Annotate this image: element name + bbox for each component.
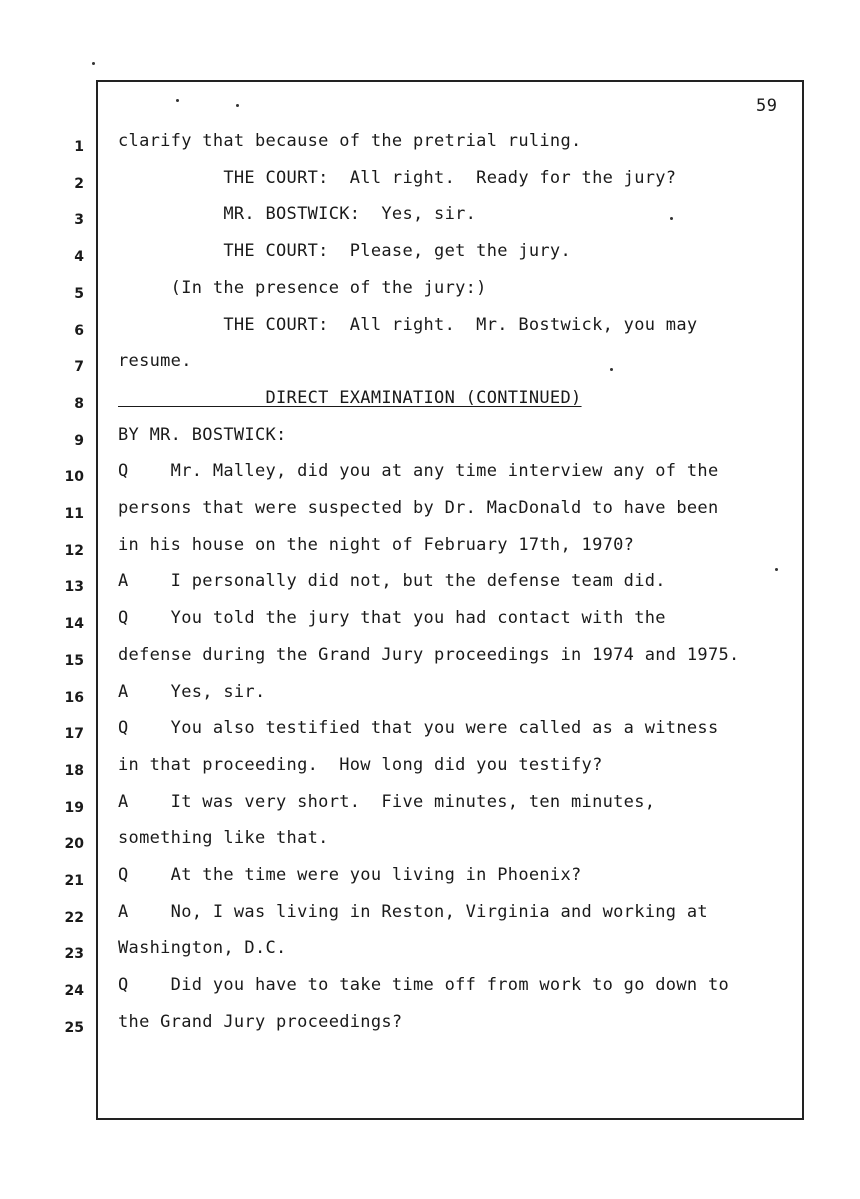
scan-speck: [670, 217, 673, 220]
line-number: 20: [64, 836, 84, 852]
transcript-line: defense during the Grand Jury proceedings in 1974 and 1975.: [118, 645, 740, 665]
line-number: 19: [64, 800, 84, 816]
line-number: 10: [64, 469, 84, 485]
scan-speck: [610, 368, 613, 371]
transcript-line: A I personally did not, but the defense team did.: [118, 571, 666, 591]
transcript-line: Washington, D.C.: [118, 938, 287, 958]
page-number: 59: [756, 96, 778, 116]
line-number: 25: [64, 1020, 84, 1036]
transcript-line: in that proceeding. How long did you testify?: [118, 755, 603, 775]
transcript-line: A No, I was living in Reston, Virginia and working at: [118, 902, 708, 922]
line-number: 3: [74, 212, 84, 228]
scan-speck: [92, 62, 95, 65]
transcript-line: the Grand Jury proceedings?: [118, 1012, 403, 1032]
line-number: 12: [64, 543, 84, 559]
line-number: 16: [64, 690, 84, 706]
scan-speck: [236, 104, 239, 107]
line-number: 5: [74, 286, 84, 302]
transcript-line: something like that.: [118, 828, 329, 848]
transcript-line: BY MR. BOSTWICK:: [118, 425, 287, 445]
transcript-line: persons that were suspected by Dr. MacDonald to have been: [118, 498, 719, 518]
transcript-line: resume.: [118, 351, 192, 371]
line-number: 15: [64, 653, 84, 669]
transcript-line: Q Did you have to take time off from work to go down to: [118, 975, 730, 995]
line-number: 11: [64, 506, 84, 522]
transcript-line: Q You also testified that you were called as a witness: [118, 718, 719, 738]
page-border: [96, 80, 804, 1120]
transcript-line: THE COURT: All right. Ready for the jury?: [118, 168, 677, 188]
line-number: 21: [64, 873, 84, 889]
section-heading: DIRECT EXAMINATION (CONTINUED): [118, 388, 582, 408]
transcript-line: Q You told the jury that you had contact with the: [118, 608, 666, 628]
line-number: 24: [64, 983, 84, 999]
transcript-line: A Yes, sir.: [118, 682, 266, 702]
line-number: 17: [64, 726, 84, 742]
transcript-line: MR. BOSTWICK: Yes, sir.: [118, 204, 477, 224]
line-number: 2: [74, 176, 84, 192]
scan-speck: [176, 99, 179, 102]
transcript-line: clarify that because of the pretrial ruling.: [118, 131, 582, 151]
line-number: 18: [64, 763, 84, 779]
line-number: 7: [74, 359, 84, 375]
line-number: 23: [64, 946, 84, 962]
scan-speck: [775, 568, 778, 571]
line-number: 6: [74, 323, 84, 339]
transcript-line: (In the presence of the jury:): [118, 278, 487, 298]
line-number: 13: [64, 579, 84, 595]
line-number: 14: [64, 616, 84, 632]
transcript-line: THE COURT: Please, get the jury.: [118, 241, 571, 261]
line-number: 1: [74, 139, 84, 155]
transcript-line: A It was very short. Five minutes, ten minutes,: [118, 792, 656, 812]
line-number: 4: [74, 249, 84, 265]
line-number: 9: [74, 433, 84, 449]
line-number: 22: [64, 910, 84, 926]
transcript-line: Q Mr. Malley, did you at any time interview any of the: [118, 461, 719, 481]
transcript-line: Q At the time were you living in Phoenix?: [118, 865, 582, 885]
transcript-line: in his house on the night of February 17th, 1970?: [118, 535, 635, 555]
line-number: 8: [74, 396, 84, 412]
transcript-line: THE COURT: All right. Mr. Bostwick, you may: [118, 315, 698, 335]
